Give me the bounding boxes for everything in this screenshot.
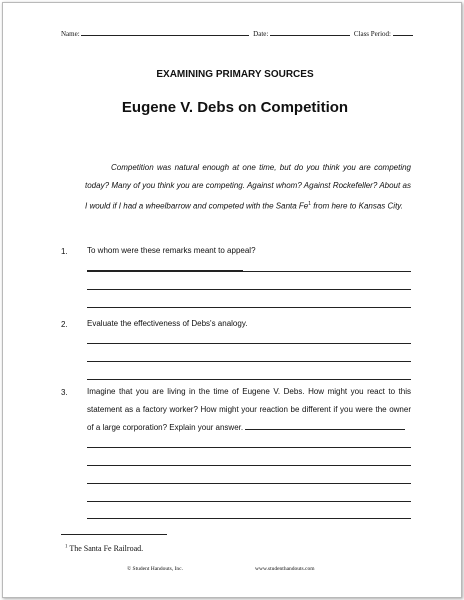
question-1 <box>87 242 411 278</box>
page-title: Eugene V. Debs on Competition <box>121 99 349 116</box>
answer-line[interactable] <box>87 307 411 308</box>
answer-line[interactable] <box>87 518 411 519</box>
question-3-text: Imagine that you are living in the time of Eugene V. Debs. How might you react to this statement as a factory worker? How might your reaction be different if you were the owner of <box>87 387 411 432</box>
quote-text: Competition was natural enough at one time, but do you think you are competing today? Many of you think you are competing. Against whom? Against Rockefeller? About as I would if I had a wheelbarrow and competed with the Santa Fe <box>85 163 411 211</box>
question-3 <box>87 383 411 437</box>
answer-line[interactable] <box>87 289 411 290</box>
question-1-number: 1. <box>61 247 68 256</box>
footnote <box>65 544 143 553</box>
question-2-text: Evaluate the effectiveness of Debs's analogy. <box>87 319 248 328</box>
answer-line[interactable] <box>87 271 411 272</box>
footnote-divider <box>61 534 167 535</box>
answer-line[interactable] <box>87 361 411 362</box>
answer-line[interactable] <box>87 263 243 271</box>
question-3-text-end: a large corporation? Explain your answer. <box>95 423 244 432</box>
primary-source-quote <box>85 159 411 216</box>
name-field <box>81 29 249 36</box>
answer-line[interactable] <box>87 343 411 344</box>
footnote-marker: 1 <box>308 201 312 207</box>
footer-copyright: © Student Handouts, Inc. <box>127 566 183 572</box>
answer-line[interactable] <box>87 483 411 484</box>
question-3-number: 3. <box>61 388 68 397</box>
date-label: Date: <box>253 30 269 38</box>
footnote-text: The Santa Fe Railroad. <box>69 544 144 553</box>
class-period-field <box>393 29 413 36</box>
footer-website: www.studenthandouts.com <box>255 566 315 572</box>
answer-line[interactable] <box>245 422 405 430</box>
answer-line[interactable] <box>87 465 411 466</box>
question-2 <box>87 315 411 351</box>
footnote-number: 1 <box>65 544 68 550</box>
answer-line[interactable] <box>87 501 411 502</box>
worksheet-page <box>2 2 462 598</box>
answer-line[interactable] <box>87 447 411 448</box>
name-label: Name: <box>61 30 80 38</box>
date-field <box>270 29 350 36</box>
quote-text-end: from here to Kansas City. <box>311 201 403 211</box>
answer-line[interactable] <box>87 379 411 380</box>
header-fields <box>61 29 413 38</box>
class-period-label: Class Period: <box>353 30 391 38</box>
section-heading: EXAMINING PRIMARY SOURCES <box>156 69 314 80</box>
question-2-number: 2. <box>61 320 68 329</box>
question-1-text: To whom were these remarks meant to appeal? <box>87 246 256 255</box>
